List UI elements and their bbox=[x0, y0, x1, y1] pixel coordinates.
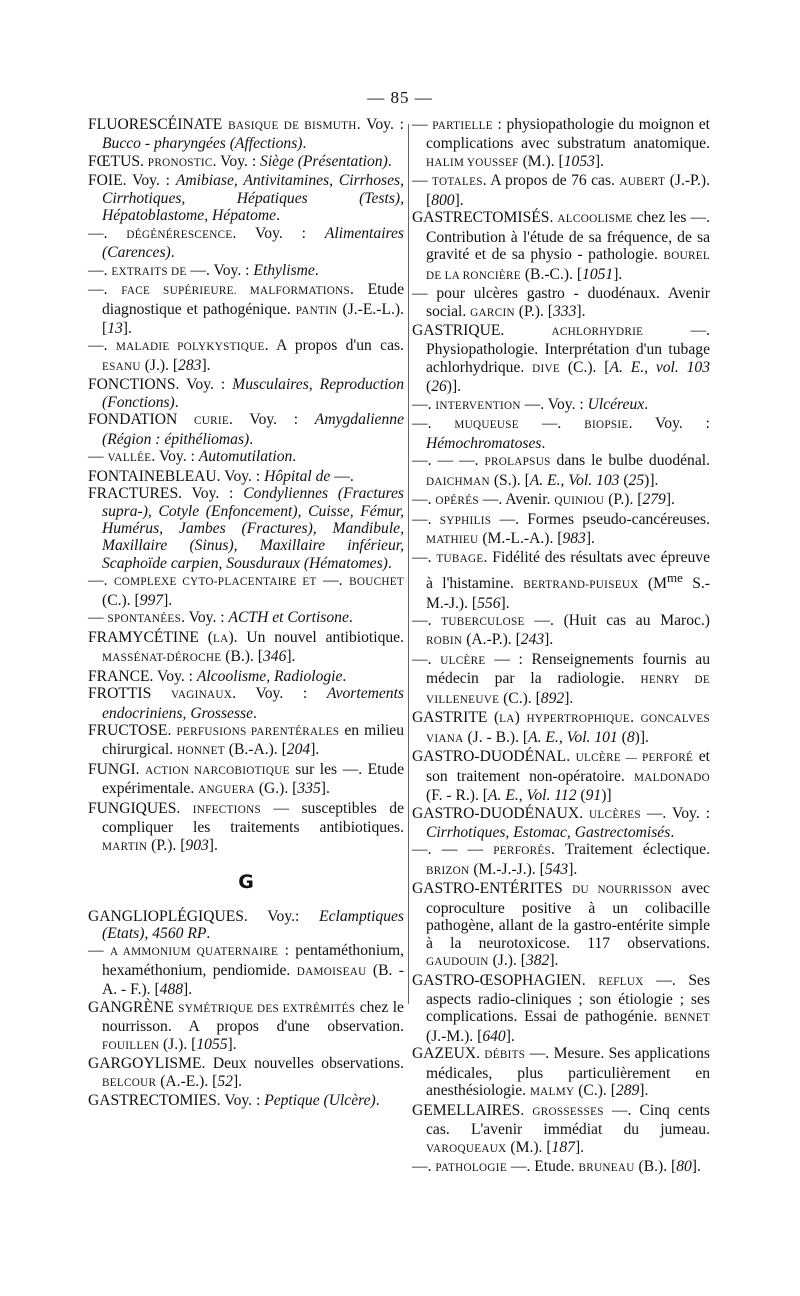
index-entry: GASTRITE (LA) HYPERTROPHIQUE. GONCALVES VIANA (J. - B.). [A. E., Vol. 101 (8)]. bbox=[412, 709, 710, 746]
index-entry: —. COMPLEXE CYTO-PLACENTAIRE ET —. BOUCHET (C.). [997]. bbox=[88, 572, 404, 609]
index-entry: — PARTIELLE : physiopathologie du moignon et complications avec substratum anatomique. HALIM YOUSSEF (M.). [1053]. bbox=[412, 116, 711, 170]
index-entry: GASTRO-ENTÉRITES DU NOURRISSON avec coproculture positive à un colibacille pathogène, allant de la gastro-entérite simple à la neurotoxicose. 117 observations. GAUDOUIN (J.). [382]. bbox=[412, 880, 710, 970]
index-entry: GAZEUX. DÉBITS —. Mesure. Ses applications médicales, plus particulièrement en anesthésiologie. MALMY (C.). [289]. bbox=[412, 1045, 710, 1100]
index-entry: GASTRECTOMIES. Voy. : Peptique (Ulcère). bbox=[88, 1092, 380, 1110]
section-letter-g: G bbox=[238, 871, 254, 894]
index-entry: FRACTURES. Voy. : Condyliennes (Fractures supra-), Cotyle (Enfoncement), Cuisse, Fémur, Humérus, Jambes (Fractures), Mandibule, Maxillaire (Sinus), Maxillaire inférieur, Scaphoïde carpien, Sousduraux (Hématomes). bbox=[88, 485, 404, 572]
index-entry: GEMELLAIRES. GROSSESSES —. Cinq cents cas. L'avenir immédiat du jumeau. VAROQUEAUX (M.). [187]. bbox=[412, 1101, 711, 1156]
index-entry: —. MALADIE POLYKYSTIQUE. A propos d'un cas. ESANU (J.). [283]. bbox=[88, 337, 404, 374]
index-entry: —. SYPHILIS —. Formes pseudo-cancéreuses. MATHIEU (M.-L.-A.). [983]. bbox=[412, 510, 710, 547]
index-entry: GASTRIQUE. ACHLORHYDRIE —. Physiopathologie. Interprétation d'un tubage achlorhydrique. DIVE (C.). [A. E., vol. 103 (26)]. bbox=[412, 321, 710, 396]
right-column bbox=[412, 116, 710, 1178]
index-entry: FRAMYCÉTINE (LA). Un nouvel antibiotique. MASSÉNAT-DÉROCHE (B.). [346]. bbox=[88, 628, 404, 666]
index-entry: —. EXTRAITS DE —. Voy. : Ethylisme. bbox=[88, 261, 319, 279]
index-entry: FROTTIS VAGINAUX. Voy. : Avortements endocriniens, Grossesse. bbox=[88, 685, 404, 722]
index-entry: —. MUQUEUSE —. BIOPSIE. Voy. : Hémochromatoses. bbox=[412, 415, 710, 452]
index-entry: —. TUBERCULOSE —. (Huit cas au Maroc.) ROBIN (A.-P.). [243]. bbox=[412, 611, 711, 649]
index-entry: — pour ulcères gastro - duodénaux. Avenir social. GARCIN (P.). [333]. bbox=[412, 285, 710, 320]
index-entry: — SPONTANÉES. Voy. : ACTH et Cortisone. bbox=[88, 609, 353, 627]
index-entry: GASTRECTOMISÉS. ALCOOLISME chez les —. Contribution à l'étude de sa fréquence, de sa gravité et de sa physio - pathologie. BOUREL DE LA RONCIÈRE (B.-C.). [1051]. bbox=[412, 209, 710, 283]
index-entry: —. TUBAGE. Fidélité des résultats avec épreuve à l'histamine. BERTRAND-PUISEUX ($M^{me}$ S.-M.-J.). [556]. bbox=[412, 549, 711, 612]
index-entry: FUNGI. ACTION NARCOBIOTIQUE sur les —. Etude expérimentale. ANGUERA (G.). [335]. bbox=[88, 760, 404, 798]
index-entry: FŒTUS. PRONOSTIC. Voy. : Siège (Présentation). bbox=[88, 152, 392, 170]
index-entry: FONTAINEBLEAU. Voy. : Hôpital de —. bbox=[88, 467, 354, 485]
index-entry: — A AMMONIUM QUATERNAIRE : pentaméthonium, hexaméthonium, pendiomide. DAMOISEAU (B. - A. - F.). [488]. bbox=[88, 942, 404, 999]
index-entry: GASTRO-DUODÉNAL. ULCÈRE — PERFORÉ et son traitement non-opératoire. MALDONADO (F. - R.). [A. E., Vol. 112 (91)] bbox=[412, 748, 710, 805]
index-entry: —. INTERVENTION —. Voy. : Ulcéreux. bbox=[412, 395, 649, 413]
index-entry: FRANCE. Voy. : Alcoolisme, Radiologie. bbox=[88, 667, 347, 685]
index-entry: FONCTIONS. Voy. : Musculaires, Reproduction (Fonctions). bbox=[88, 376, 404, 411]
index-entry: —. — —. PROLAPSUS dans le bulbe duodénal. DAICHMAN (S.). [A. E., Vol. 103 (25)]. bbox=[412, 452, 710, 489]
index-entry: GARGOYLISME. Deux nouvelles observations. BELCOUR (A.-E.). [52]. bbox=[88, 1055, 404, 1090]
left-entries-f bbox=[88, 116, 404, 856]
index-entry: — TOTALES. A propos de 76 cas. AUBERT (J.-P.). [800]. bbox=[412, 172, 710, 209]
left-entries-g bbox=[88, 908, 404, 1110]
index-entry: GANGRÈNE SYMÉTRIQUE DES EXTRÉMITÉS chez le nourrisson. A propos d'une observation. FOUILLEN (J.). [1055]. bbox=[88, 998, 404, 1053]
index-entry: GANGLIOPLÉGIQUES. Voy.: Eclamptiques (Etats), 4560 RP. bbox=[88, 907, 404, 943]
index-entry: —. — — PERFORÉS. Traitement éclectique. BRIZON (M.-J.-J.). [543]. bbox=[412, 841, 710, 878]
index-entry: —. PATHOLOGIE —. Etude. BRUNEAU (B.). [80]. bbox=[412, 1158, 701, 1176]
left-column bbox=[88, 116, 404, 1110]
index-entry: FOIE. Voy. : Amibiase, Antivitamines, Cirrhoses, Cirrhotiques, Hépatiques (Tests), Hépatoblastome, Hépatome. bbox=[88, 172, 404, 225]
column-divider bbox=[408, 124, 409, 1004]
index-entry: FRUCTOSE. PERFUSIONS PARENTÉRALES en milieu chirurgical. HONNET (B.-A.). [204]. bbox=[88, 721, 404, 759]
page-number: — 85 — bbox=[367, 88, 433, 107]
index-entry: FONDATION CURIE. Voy. : Amygdalienne (Région : épithéliomas). bbox=[88, 411, 404, 448]
right-entries bbox=[412, 116, 710, 1178]
index-entry: —. DÉGÉNÉRESCENCE. Voy. : Alimentaires (Carences). bbox=[88, 224, 405, 262]
index-entry: GASTRO-ŒSOPHAGIEN. REFLUX —. Ses aspects radio-cliniques ; son étiologie ; ses complications. Essai de pathogénie. BENNET (J.-M.). [640]. bbox=[412, 971, 711, 1045]
index-entry: — VALLÉE. Voy. : Automutilation. bbox=[88, 448, 297, 466]
index-entry: FUNGIQUES. INFECTIONS — susceptibles de compliquer les traitements antibiotiques. MARTIN (P.). [903]. bbox=[88, 799, 404, 854]
index-entry: —. OPÉRÉS —. Avenir. QUINIOU (P.). [279]. bbox=[412, 491, 675, 509]
index-entry: —. ULCÈRE — : Renseignements fournis au médecin par la radiologie. HENRY DE VILLENEUVE (C.). [892]. bbox=[412, 650, 710, 707]
index-entry: —. FACE SUPÉRIEURE. MALFORMATIONS. Etude diagnostique et pathogénique. PANTIN (J.-E.-L.). [13]. bbox=[88, 281, 405, 337]
index-entry: FLUORESCÉINATE BASIQUE DE BISMUTH. Voy. : Bucco - pharyngées (Affections). bbox=[88, 116, 404, 153]
index-entry: GASTRO-DUODÉNAUX. ULCÈRES —. Voy. : Cirrhotiques, Estomac, Gastrectomisés. bbox=[412, 804, 710, 841]
